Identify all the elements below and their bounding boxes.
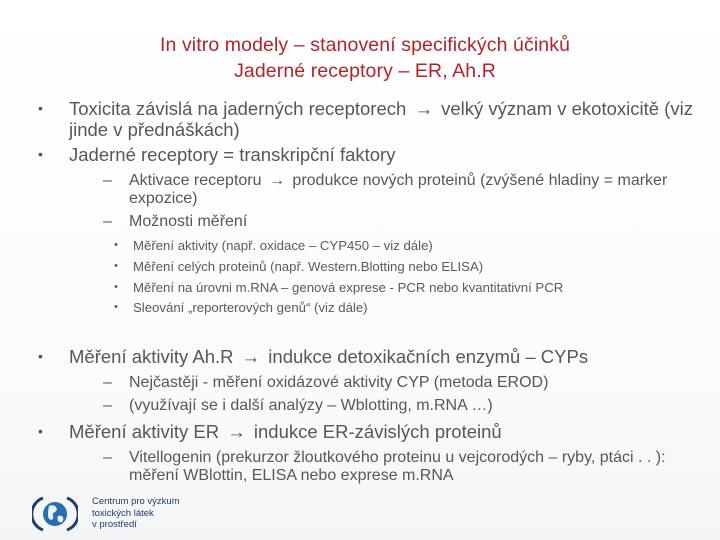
title-line-1: In vitro modely – stanovení specifických účinků	[159, 34, 571, 56]
receptors-text: Jaderné receptory = transkripční faktory	[69, 144, 396, 165]
logo-line-1: Centrum pro výzkum	[92, 496, 180, 507]
arrow-right-icon: →	[414, 98, 433, 119]
activation-text-a: Aktivace receptoru	[129, 172, 262, 189]
slide-title	[40, 32, 690, 84]
ahr-text-a: Měření aktivity Ah.R	[69, 346, 234, 367]
globe-logo-icon	[32, 494, 78, 534]
toxicity-text-b: velký význam v ekotoxicitě (viz jinde v přednáškách)	[69, 98, 693, 140]
method-item	[114, 237, 704, 254]
sub-bullet-ahr	[103, 374, 703, 392]
sub-bullet-possibilities	[103, 213, 703, 231]
method-text: Měření aktivity (např. oxidace – CYP450 – viz dále)	[133, 238, 433, 253]
method-item	[114, 279, 704, 296]
method-item	[114, 299, 704, 316]
bullet-receptors	[38, 144, 708, 165]
toxicity-text-a: Toxicita závislá na jaderných receptorech	[69, 98, 407, 119]
dash-marker: –	[103, 213, 112, 230]
dash-marker: –	[103, 374, 112, 391]
bullet-dot: •	[38, 348, 43, 364]
dash-marker: –	[103, 449, 112, 466]
er-text-a: Měření aktivity ER	[69, 421, 220, 442]
bullet-dot: •	[114, 301, 118, 313]
bullet-dot: •	[114, 239, 118, 251]
ahr-sub-text: Nejčastěji - měření oxidázové aktivity CYP (metoda EROD)	[129, 374, 549, 391]
possibilities-text: Možnosti měření	[129, 213, 248, 230]
sub-bullet-activation	[103, 172, 703, 208]
logo-line-2: toxických látek	[92, 507, 154, 519]
arrow-right-icon: →	[227, 421, 246, 442]
logo-text	[92, 496, 180, 531]
method-text: Sleování „reporterových genů“ (viz dále)	[133, 300, 368, 315]
bullet-dot: •	[38, 146, 43, 162]
title-line-2: Jaderné receptory – ER, Ah.R	[234, 60, 496, 82]
recetox-logo	[32, 494, 202, 534]
ahr-text-b: indukce detoxikačních enzymů – CYPs	[268, 346, 589, 367]
bullet-ahr	[38, 346, 708, 367]
er-sub-text: Vitellogenin (prekurzor žloutkového proteinu u vejcorodých – ryby, ptáci . . ): měření WBlottin, ELISA nebo exprese m.RNA	[129, 449, 666, 484]
bullet-dot: •	[38, 100, 43, 116]
method-text: Měření na úrovni m.RNA – genová exprese - PCR nebo kvantitativní PCR	[133, 280, 564, 295]
dash-marker: –	[103, 172, 112, 189]
method-item	[114, 258, 704, 275]
bullet-dot: •	[38, 423, 43, 439]
bullet-dot: •	[114, 260, 118, 272]
sub-bullet-ahr	[103, 397, 703, 415]
arrow-right-icon: →	[241, 346, 261, 367]
arrow-right-icon: →	[268, 172, 285, 189]
activation-text-b: produkce nových proteinů (zvýšené hladiny = marker expozice)	[129, 172, 668, 207]
ahr-sub-text: (využívají se i další analýzy – Wblotting, m.RNA …)	[129, 397, 493, 414]
er-text-b: indukce ER-závislých proteinů	[253, 421, 502, 442]
bullet-dot: •	[114, 281, 118, 293]
bullet-toxicity	[38, 98, 708, 140]
bullet-er	[38, 421, 708, 442]
dash-marker: –	[103, 397, 112, 414]
sub-bullet-er	[103, 449, 703, 485]
logo-line-3: v prostředí	[92, 519, 137, 530]
method-text: Měření celých proteinů (např. Western.Blotting nebo ELISA)	[133, 259, 484, 274]
